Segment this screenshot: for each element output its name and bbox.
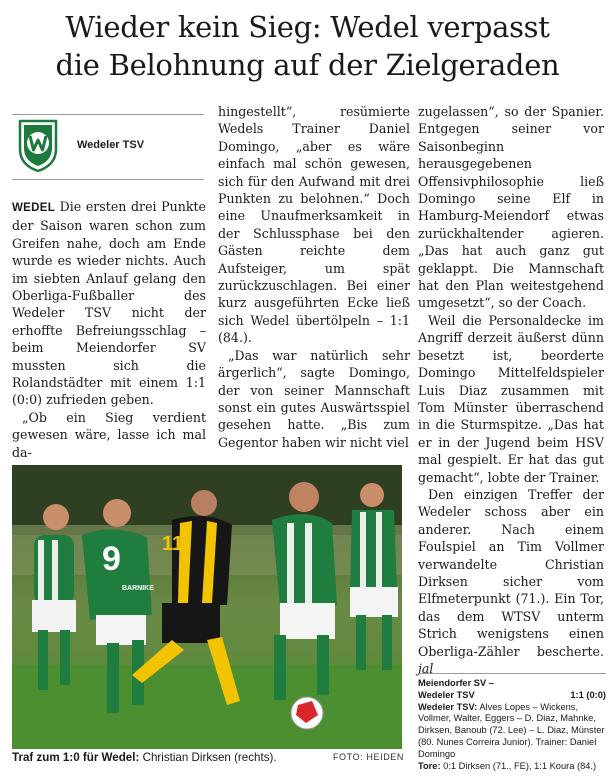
score-row — [418, 690, 606, 702]
goals-label: Tore: — [418, 760, 441, 771]
jersey-sponsor: BARNIKE — [122, 585, 154, 592]
paragraph: zugelassen“, so der Spanier. Entgegen seiner vor Saisonbeginn herausgegebenen Offensivphilosophie ließ Domingo seine Elf in Hamburg-Meiendorf etwas zurückhaltender agieren. „Das hat auch ganz gut geklappt. Die Mannschaft hat den Plan weitestgehend umgesetzt“, so der Coach. — [418, 104, 604, 311]
caption-bold: Traf zum 1:0 für Wedel: — [12, 751, 140, 764]
football-match-illustration — [12, 465, 402, 749]
jersey-number-2: 11 — [162, 533, 184, 555]
score-box — [418, 673, 606, 772]
paragraph: „Ob ein Sieg verdient gewesen wäre, lasse ich mal da- — [12, 409, 206, 460]
headline — [0, 8, 615, 84]
article-column-1 — [12, 198, 206, 461]
home-team: Meiendorfer SV – — [418, 678, 494, 688]
goals-text: 0:1 Dirksen (71., FE), 1:1 Koura (84.) — [443, 760, 597, 771]
paragraph: hingestellt“, resümierte Wedels Trainer Daniel Domingo, „aber es wäre einfach mal schön gewesen, sich für den Aufwand mit drei Punkten zu belohnen.“ Doch eine Unaufmerksamkeit in der Schlussphase bei den Gästen reichte dem Aufsteiger, um spät zurückzuschlagen. Bei einer kurz ausgeführten Ecke ließ sich Wedel übertölpeln – 1:1 (84.). — [218, 104, 410, 346]
lineup — [418, 702, 606, 761]
photo-caption — [12, 751, 404, 764]
paragraph: „Das war natürlich sehr ärgerlich“, sagte Domingo, der von seiner Mannschaft sonst ein gutes Auswärtsspiel gesehen hatte. „Bis zum Gegentor haben wir nicht viel — [218, 347, 410, 450]
dateline: WEDEL — [12, 202, 56, 214]
team-name: Wedeler TSV — [77, 139, 145, 151]
article-column-3 — [418, 103, 604, 677]
team-box — [12, 114, 204, 180]
paragraph — [418, 486, 604, 677]
photo-credit: FOTO: HEIDEN — [332, 752, 404, 762]
headline-line-2: die Belohnung auf der Zielgeraden — [55, 48, 560, 82]
away-team: Wedeler TSV — [418, 689, 475, 700]
football — [291, 697, 323, 729]
caption-text: Christian Dirksen (rechts). — [142, 751, 277, 764]
jersey-number: 9 — [102, 540, 121, 578]
paragraph — [12, 198, 206, 409]
match-photo — [12, 465, 402, 749]
lineup-label: Wedeler TSV: — [418, 701, 478, 712]
paragraph-text: Den einzigen Treffer der Wedeler schoss aber ein anderer. Nach einem Foulspiel an Tim Vollmer verwandelte Christian Dirksen sicher vom Elfmeterpunkt (71.). Ein Tor, das dem WTSV unterm Strich wenigstens einen Oberliga-Zähler bescherte. — [418, 486, 604, 659]
author-signature: jal — [418, 661, 434, 676]
wedeler-tsv-crest-icon — [18, 119, 58, 173]
headline-line-1: Wieder kein Sieg: Wedel verpasst — [65, 10, 550, 44]
paragraph: Weil die Personaldecke im Angriff derzeit äußerst dünn besetzt ist, beorderte Domingo Mittelfeldspieler Luis Diaz zusammen mit Tom Münster überraschend in die Sturmspitze. „Das hat er in der Jugend beim HSV mal gespielt. Er hat das gut gemacht“, lobte der Trainer. — [418, 312, 604, 485]
match-result: 1:1 (0:0) — [570, 689, 606, 700]
article-column-2 — [218, 103, 410, 451]
paragraph-text: Die ersten drei Punkte der Saison waren schon zum Greifen nahe, doch am Ende wurde es wieder nichts. Auch im siebten Anlauf gelang den Oberliga-Fußballer des Wedeler TSV nicht der erhoffte Befreiungsschlag – beim Meiendorfer SV mussten sich die Rolandstädter mit einem 1:1 (0:0) zufrieden geben. — [12, 199, 206, 408]
lineup-text: Alves Lopes – Wickens, Vollmer, Walter, Eggers – D. Diaz, Mahnke, Dirksen, Banoub (72. Lee) – L. Diaz, Münster (80. Nunes Correira Junior). Trainer: Daniel Domingo — [418, 701, 605, 759]
goals — [418, 761, 606, 773]
